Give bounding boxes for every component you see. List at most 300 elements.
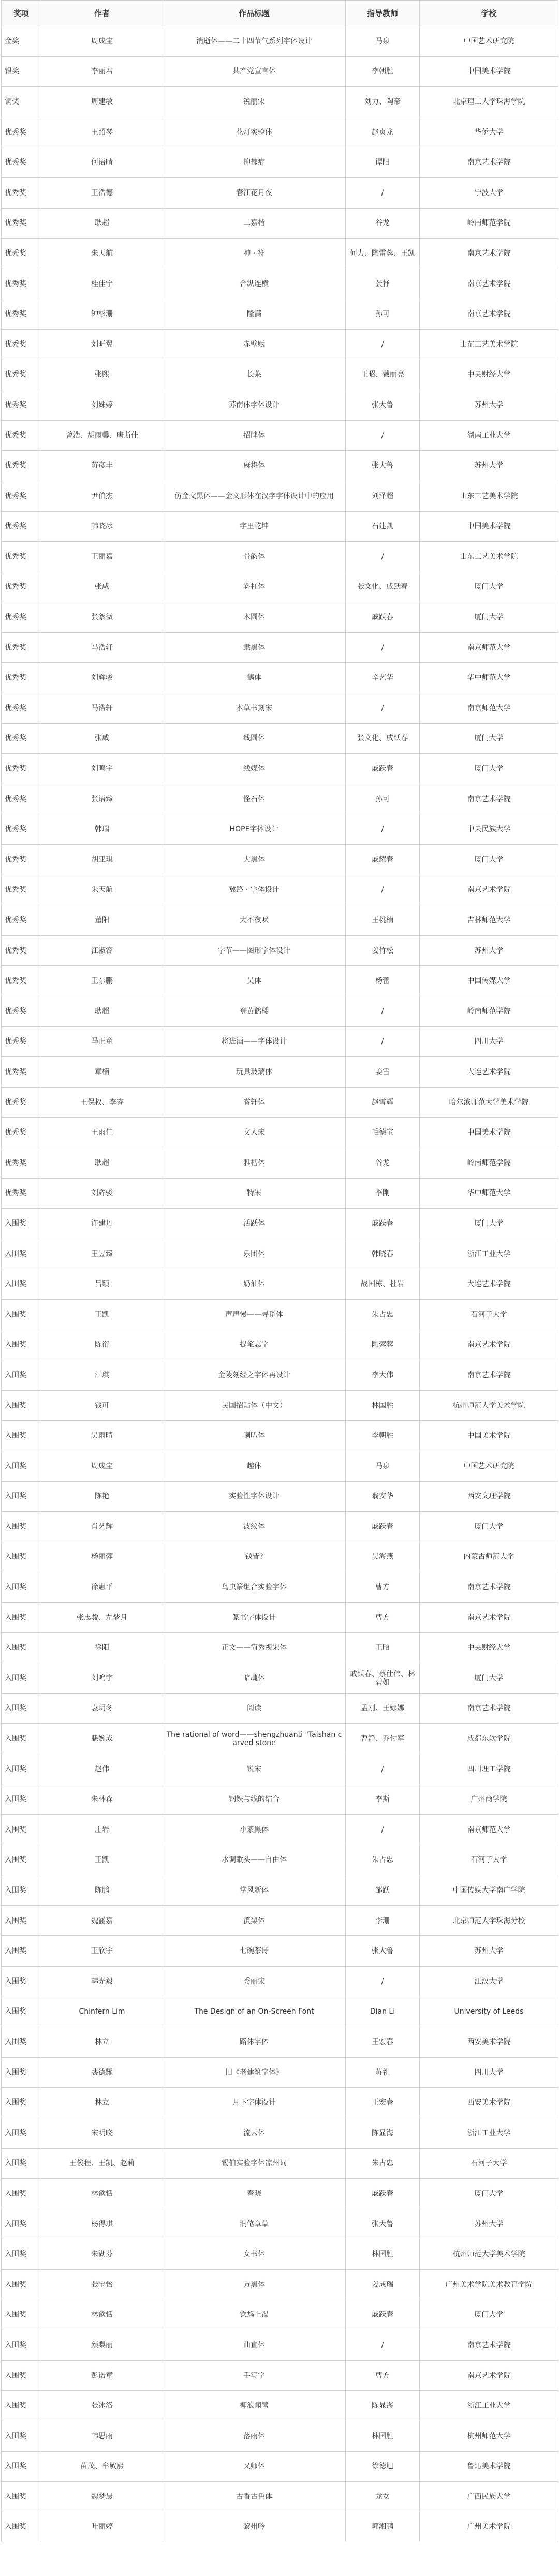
award-cell: 入围奖 <box>2 1269 41 1300</box>
table-row <box>2 2482 558 2512</box>
work-title-cell: 抑郁症 <box>163 147 346 178</box>
table-row <box>2 875 558 905</box>
award-cell: 入围奖 <box>2 1754 41 1784</box>
school-cell: 北京理工大学珠海学院 <box>420 87 558 117</box>
author-cell: 章楠 <box>41 1057 163 1088</box>
author-cell: 耿超 <box>41 208 163 239</box>
table-row <box>2 966 558 996</box>
teacher-cell: 林国胜 <box>346 1390 420 1421</box>
award-cell: 入围奖 <box>2 1724 41 1754</box>
work-title-cell: 招牌体 <box>163 420 346 451</box>
work-title-cell: 登黄鹤楼 <box>163 996 346 1027</box>
teacher-cell: 赵雪辉 <box>346 1087 420 1118</box>
award-cell: 优秀奖 <box>2 542 41 572</box>
work-title-cell: 冀路 · 字体设计 <box>163 875 346 905</box>
author-cell: 江琪 <box>41 1360 163 1391</box>
table-row <box>2 814 558 845</box>
table-row <box>2 1330 558 1360</box>
table-row <box>2 2269 558 2300</box>
table-row <box>2 1845 558 1875</box>
table-row <box>2 1481 558 1512</box>
work-title-cell: 睿轩体 <box>163 1087 346 1118</box>
school-cell: 石河子大学 <box>420 1845 558 1875</box>
school-cell: 苏州大学 <box>420 2209 558 2239</box>
award-cell: 入围奖 <box>2 2360 41 2391</box>
table-row <box>2 1057 558 1088</box>
work-title-cell: 民国招贴体（中文） <box>163 1390 346 1421</box>
table-row <box>2 2451 558 2482</box>
work-title-cell: 赤壁赋 <box>163 329 346 360</box>
teacher-cell: 蒋礼 <box>346 2057 420 2088</box>
school-cell: 华侨大学 <box>420 117 558 147</box>
author-cell: 张咸 <box>41 723 163 754</box>
school-cell: 厦门大学 <box>420 2179 558 2209</box>
teacher-cell: 朱占忠 <box>346 1845 420 1875</box>
work-title-cell: 波纹体 <box>163 1512 346 1542</box>
author-cell: 刘姝婷 <box>41 390 163 421</box>
teacher-cell: 谷龙 <box>346 208 420 239</box>
table-row <box>2 1693 558 1724</box>
header-work-title: 作品标题 <box>163 1 346 26</box>
school-cell: 苏州大学 <box>420 451 558 481</box>
table-row <box>2 1663 558 1694</box>
school-cell: 厦门大学 <box>420 572 558 602</box>
author-cell: 刘鸣宇 <box>41 754 163 784</box>
award-cell: 优秀奖 <box>2 1087 41 1118</box>
table-row <box>2 1542 558 1572</box>
teacher-cell: 孙可 <box>346 299 420 330</box>
school-cell: 北京师范大学珠海分校 <box>420 1905 558 1936</box>
award-cell: 优秀奖 <box>2 1057 41 1088</box>
author-cell: 叶丽婷 <box>41 2512 163 2542</box>
table-row <box>2 1148 558 1178</box>
teacher-cell: 韩晓春 <box>346 1239 420 1269</box>
table-row <box>2 996 558 1027</box>
table-row <box>2 2330 558 2361</box>
award-cell: 优秀奖 <box>2 784 41 814</box>
school-cell: 大连艺术学院 <box>420 1269 558 1300</box>
teacher-cell: / <box>346 875 420 905</box>
author-cell: 庄岩 <box>41 1815 163 1845</box>
work-title-cell: 大黑体 <box>163 845 346 875</box>
teacher-cell: 赵贞龙 <box>346 117 420 147</box>
award-cell: 优秀奖 <box>2 602 41 633</box>
teacher-cell: 陈显海 <box>346 2118 420 2148</box>
teacher-cell: 李朝胜 <box>346 56 420 87</box>
school-cell: 厦门大学 <box>420 2300 558 2330</box>
author-cell: 钟杉珊 <box>41 299 163 330</box>
teacher-cell: 林国胜 <box>346 2421 420 2451</box>
table-row <box>2 2179 558 2209</box>
table-body <box>2 26 558 2542</box>
table-row <box>2 299 558 330</box>
table-row <box>2 1209 558 1239</box>
table-row <box>2 208 558 239</box>
teacher-cell: 曹方 <box>346 1572 420 1603</box>
work-title-cell: 神 · 符 <box>163 239 346 269</box>
award-cell: 优秀奖 <box>2 481 41 511</box>
author-cell: 王俊程、王凯、赵莉 <box>41 2148 163 2179</box>
work-title-cell: 将进酒——字体设计 <box>163 1026 346 1057</box>
author-cell: 王浩德 <box>41 177 163 208</box>
school-cell: 山东工艺美术学院 <box>420 481 558 511</box>
school-cell: 广州美术学院美术教育学院 <box>420 2269 558 2300</box>
school-cell: 中国美术学院 <box>420 511 558 542</box>
school-cell: 厦门大学 <box>420 602 558 633</box>
table-row <box>2 1905 558 1936</box>
author-cell: 马浩轩 <box>41 693 163 724</box>
school-cell: 西安文理学院 <box>420 1481 558 1512</box>
school-cell: 广西民族大学 <box>420 2482 558 2512</box>
award-cell: 优秀奖 <box>2 693 41 724</box>
author-cell: 王丽嘉 <box>41 542 163 572</box>
award-cell: 优秀奖 <box>2 935 41 966</box>
award-cell: 入围奖 <box>2 1512 41 1542</box>
teacher-cell: 姜雪 <box>346 1057 420 1088</box>
award-cell: 优秀奖 <box>2 1178 41 1209</box>
school-cell: 南京艺术学院 <box>420 1693 558 1724</box>
author-cell: 杨得琪 <box>41 2209 163 2239</box>
table-row <box>2 481 558 511</box>
work-title-cell: 本草书刻宋 <box>163 693 346 724</box>
work-title-cell: 字节——图形字体设计 <box>163 935 346 966</box>
work-title-cell: 路体字体 <box>163 2027 346 2058</box>
work-title-cell: 特宋 <box>163 1178 346 1209</box>
award-cell: 入围奖 <box>2 1390 41 1421</box>
award-cell: 优秀奖 <box>2 966 41 996</box>
author-cell: 蒋彦丰 <box>41 451 163 481</box>
award-cell: 优秀奖 <box>2 360 41 390</box>
work-title-cell: 掌风新体 <box>163 1875 346 1906</box>
teacher-cell: / <box>346 693 420 724</box>
work-title-cell: 落雨体 <box>163 2421 346 2451</box>
award-cell: 入围奖 <box>2 1905 41 1936</box>
teacher-cell: 李大伟 <box>346 1360 420 1391</box>
author-cell: Chinfern Lim <box>41 1997 163 2027</box>
award-cell: 入围奖 <box>2 1875 41 1906</box>
work-title-cell: 线媒体 <box>163 754 346 784</box>
work-title-cell: 合纵连横 <box>163 269 346 299</box>
header-author: 作者 <box>41 1 163 26</box>
teacher-cell: 辛艺华 <box>346 663 420 693</box>
table-row <box>2 632 558 663</box>
award-cell: 优秀奖 <box>2 875 41 905</box>
school-cell: 内蒙古师范大学 <box>420 1542 558 1572</box>
author-cell: 刘鸣宇 <box>41 1663 163 1694</box>
award-cell: 优秀奖 <box>2 269 41 299</box>
work-title-cell: The Design of an On-Screen Font <box>163 1997 346 2027</box>
author-cell: 赵伟 <box>41 1754 163 1784</box>
table-row <box>2 420 558 451</box>
school-cell: 苏州大学 <box>420 935 558 966</box>
teacher-cell: 张文化、戚跃春 <box>346 723 420 754</box>
table-row <box>2 784 558 814</box>
work-title-cell: 提笔忘字 <box>163 1330 346 1360</box>
award-cell: 入围奖 <box>2 1209 41 1239</box>
work-title-cell: 吴体 <box>163 966 346 996</box>
award-cell: 优秀奖 <box>2 299 41 330</box>
table-row <box>2 177 558 208</box>
table-row <box>2 693 558 724</box>
school-cell: 南京艺术学院 <box>420 239 558 269</box>
school-cell: 大连艺术学院 <box>420 1057 558 1088</box>
teacher-cell: / <box>346 1754 420 1784</box>
school-cell: 宁波大学 <box>420 177 558 208</box>
author-cell: 陈鹏 <box>41 1875 163 1906</box>
teacher-cell: 李珊 <box>346 1905 420 1936</box>
table-row <box>2 56 558 87</box>
school-cell: 中国艺术研究院 <box>420 26 558 57</box>
school-cell: 苏州大学 <box>420 1936 558 1967</box>
teacher-cell: 戚跃春 <box>346 602 420 633</box>
teacher-cell: 张大鲁 <box>346 451 420 481</box>
teacher-cell: 刘力、陶帝 <box>346 87 420 117</box>
author-cell: 朱湖芬 <box>41 2239 163 2270</box>
author-cell: 马浩轩 <box>41 632 163 663</box>
teacher-cell: 林国胜 <box>346 2239 420 2270</box>
work-title-cell: 流云体 <box>163 2118 346 2148</box>
school-cell: 杭州师范大学美术学院 <box>420 2239 558 2270</box>
author-cell: 王欣宇 <box>41 1936 163 1967</box>
school-cell: 湖南工业大学 <box>420 420 558 451</box>
teacher-cell: 戚跃春、蔡仕伟、林碧如 <box>346 1663 420 1694</box>
author-cell: 肖艺辉 <box>41 1512 163 1542</box>
school-cell: 南京艺术学院 <box>420 875 558 905</box>
award-cell: 优秀奖 <box>2 177 41 208</box>
teacher-cell: 谭阳 <box>346 147 420 178</box>
author-cell: 马正童 <box>41 1026 163 1057</box>
school-cell: 浙江工业大学 <box>420 2118 558 2148</box>
work-title-cell: 隆满 <box>163 299 346 330</box>
work-title-cell: 钱皆? <box>163 1542 346 1572</box>
table-row <box>2 26 558 57</box>
author-cell: 张志骏、左梦月 <box>41 1602 163 1633</box>
award-cell: 入围奖 <box>2 2118 41 2148</box>
work-title-cell: 七碗茶诗 <box>163 1936 346 1967</box>
table-row <box>2 1997 558 2027</box>
teacher-cell: 何力、陶雷蓉、王凯 <box>346 239 420 269</box>
work-title-cell: 锡伯实验字体凉州词 <box>163 2148 346 2179</box>
table-row <box>2 451 558 481</box>
teacher-cell: Dian Li <box>346 1997 420 2027</box>
work-title-cell: 水调歌头——自由体 <box>163 1845 346 1875</box>
author-cell: 韩光毅 <box>41 1967 163 1997</box>
work-title-cell: 方黑体 <box>163 2269 346 2300</box>
teacher-cell: 张大鲁 <box>346 2209 420 2239</box>
table-row <box>2 2391 558 2421</box>
school-cell: 鲁迅美术学院 <box>420 2451 558 2482</box>
school-cell: 华中师范大学 <box>420 663 558 693</box>
award-cell: 入围奖 <box>2 1451 41 1481</box>
school-cell: 华中师范大学 <box>420 1178 558 1209</box>
award-cell: 金奖 <box>2 26 41 57</box>
teacher-cell: 王宏春 <box>346 2088 420 2118</box>
teacher-cell: 李刚 <box>346 1178 420 1209</box>
author-cell: 张絮微 <box>41 602 163 633</box>
table-row <box>2 1967 558 1997</box>
author-cell: 林立 <box>41 2088 163 2118</box>
teacher-cell: 孟刚、王娜娜 <box>346 1693 420 1724</box>
teacher-cell: 李斯 <box>346 1784 420 1815</box>
table-row <box>2 360 558 390</box>
table-row <box>2 2088 558 2118</box>
author-cell: 张咸 <box>41 572 163 602</box>
table-row <box>2 1602 558 1633</box>
teacher-cell: 毛德宝 <box>346 1118 420 1148</box>
award-cell: 入围奖 <box>2 1967 41 1997</box>
school-cell: 中国美术学院 <box>420 56 558 87</box>
table-row <box>2 1269 558 1300</box>
work-title-cell: HOPE字体设计 <box>163 814 346 845</box>
work-title-cell: 又师体 <box>163 2451 346 2482</box>
header-teacher: 指导教师 <box>346 1 420 26</box>
table-row <box>2 602 558 633</box>
work-title-cell: 木圆体 <box>163 602 346 633</box>
work-title-cell: 共产党宣言体 <box>163 56 346 87</box>
teacher-cell: 战国栋、杜岩 <box>346 1269 420 1300</box>
award-cell: 入围奖 <box>2 2482 41 2512</box>
table-row <box>2 1360 558 1391</box>
teacher-cell: 马泉 <box>346 1451 420 1481</box>
work-title-cell: 手写字 <box>163 2360 346 2391</box>
work-title-cell: 鸟虫篆组合实验字体 <box>163 1572 346 1603</box>
author-cell: 张熙 <box>41 360 163 390</box>
school-cell: 浙江工业大学 <box>420 2391 558 2421</box>
award-cell: 优秀奖 <box>2 451 41 481</box>
teacher-cell: 刘泽超 <box>346 481 420 511</box>
author-cell: 朱天航 <box>41 239 163 269</box>
award-cell: 入围奖 <box>2 1481 41 1512</box>
teacher-cell: 朱占忠 <box>346 2148 420 2179</box>
teacher-cell: 曹方 <box>346 2360 420 2391</box>
teacher-cell: / <box>346 420 420 451</box>
work-title-cell: 声声慢——寻觅体 <box>163 1299 346 1330</box>
award-cell: 入围奖 <box>2 1936 41 1967</box>
school-cell: 哈尔滨师范大学美术学院 <box>420 1087 558 1118</box>
author-cell: 縢婉成 <box>41 1724 163 1754</box>
award-cell: 优秀奖 <box>2 1118 41 1148</box>
award-cell: 入围奖 <box>2 2269 41 2300</box>
award-cell: 优秀奖 <box>2 390 41 421</box>
author-cell: 朱天航 <box>41 875 163 905</box>
teacher-cell: 翁安华 <box>346 1481 420 1512</box>
work-title-cell: 乐团体 <box>163 1239 346 1269</box>
table-row <box>2 1512 558 1542</box>
author-cell: 周建敏 <box>41 87 163 117</box>
author-cell: 林歆恬 <box>41 2179 163 2209</box>
work-title-cell: 花灯实验体 <box>163 117 346 147</box>
table-row <box>2 2239 558 2270</box>
award-cell: 入围奖 <box>2 1572 41 1603</box>
school-cell: 厦门大学 <box>420 1512 558 1542</box>
school-cell: 南京艺术学院 <box>420 147 558 178</box>
author-cell: 韩瑞 <box>41 814 163 845</box>
author-cell: 周成宝 <box>41 26 163 57</box>
teacher-cell: 邹跃 <box>346 1875 420 1906</box>
teacher-cell: 戚跃春 <box>346 1512 420 1542</box>
author-cell: 张宝怡 <box>41 2269 163 2300</box>
work-title-cell: 实验性字体设计 <box>163 1481 346 1512</box>
work-title-cell: 二嘉楷 <box>163 208 346 239</box>
teacher-cell: 王昭、戴丽亮 <box>346 360 420 390</box>
award-cell: 优秀奖 <box>2 663 41 693</box>
author-cell: 何语晴 <box>41 147 163 178</box>
award-cell: 入围奖 <box>2 1542 41 1572</box>
work-title-cell: The rational of word——shengzhuanti "Taishan carved stone <box>163 1724 346 1754</box>
work-title-cell: 篆书字体设计 <box>163 1602 346 1633</box>
table-row <box>2 2118 558 2148</box>
teacher-cell: 张大鲁 <box>346 1936 420 1967</box>
teacher-cell: 姜竹松 <box>346 935 420 966</box>
author-cell: 桂佳宁 <box>41 269 163 299</box>
award-cell: 入围奖 <box>2 2027 41 2058</box>
award-cell: 入围奖 <box>2 1815 41 1845</box>
school-cell: 四川大学 <box>420 2057 558 2088</box>
school-cell: 杭州师范大学 <box>420 2421 558 2451</box>
award-cell: 入围奖 <box>2 2179 41 2209</box>
teacher-cell: 张文化、戚跃春 <box>346 572 420 602</box>
teacher-cell: 戚跃春 <box>346 1209 420 1239</box>
award-cell: 优秀奖 <box>2 723 41 754</box>
work-title-cell: 喇叭体 <box>163 1421 346 1451</box>
author-cell: 陈衍 <box>41 1330 163 1360</box>
teacher-cell: / <box>346 177 420 208</box>
work-title-cell: 古香古色体 <box>163 2482 346 2512</box>
table-row <box>2 511 558 542</box>
award-cell: 入围奖 <box>2 1997 41 2027</box>
work-title-cell: 骨韵体 <box>163 542 346 572</box>
teacher-cell: 王昭 <box>346 1633 420 1663</box>
teacher-cell: / <box>346 632 420 663</box>
work-title-cell: 旧《老建筑字体》 <box>163 2057 346 2088</box>
award-cell: 入围奖 <box>2 2300 41 2330</box>
school-cell: 厦门大学 <box>420 1209 558 1239</box>
school-cell: 西安美术学院 <box>420 2088 558 2118</box>
work-title-cell: 线圆体 <box>163 723 346 754</box>
work-title-cell: 锐丽宋 <box>163 87 346 117</box>
teacher-cell: / <box>346 1967 420 1997</box>
table-row <box>2 935 558 966</box>
school-cell: 四川理工学院 <box>420 1754 558 1784</box>
school-cell: 南京师范大学 <box>420 693 558 724</box>
work-title-cell: 黎州吟 <box>163 2512 346 2542</box>
award-cell: 入围奖 <box>2 1299 41 1330</box>
work-title-cell: 秀丽宋 <box>163 1967 346 1997</box>
author-cell: 陈艳 <box>41 1481 163 1512</box>
author-cell: 苗茂、牟敬熙 <box>41 2451 163 2482</box>
school-cell: 广州美术学院 <box>420 2512 558 2542</box>
table-row <box>2 1421 558 1451</box>
award-cell: 入围奖 <box>2 2239 41 2270</box>
school-cell: 中央民族大学 <box>420 814 558 845</box>
author-cell: 徐阳 <box>41 1633 163 1663</box>
award-cell: 入围奖 <box>2 2057 41 2088</box>
school-cell: 南京艺术学院 <box>420 1360 558 1391</box>
table-row <box>2 1451 558 1481</box>
table-row <box>2 754 558 784</box>
author-cell: 宋明晓 <box>41 2118 163 2148</box>
school-cell: 南京艺术学院 <box>420 1572 558 1603</box>
table-row <box>2 2209 558 2239</box>
work-title-cell: 春晓 <box>163 2179 346 2209</box>
teacher-cell: 马泉 <box>346 26 420 57</box>
teacher-cell: 王桃楠 <box>346 905 420 936</box>
header-award: 奖项 <box>2 1 41 26</box>
school-cell: 岭南师范学院 <box>420 996 558 1027</box>
school-cell: 中央财经大学 <box>420 360 558 390</box>
teacher-cell: 姜成瑞 <box>346 2269 420 2300</box>
table-row <box>2 572 558 602</box>
